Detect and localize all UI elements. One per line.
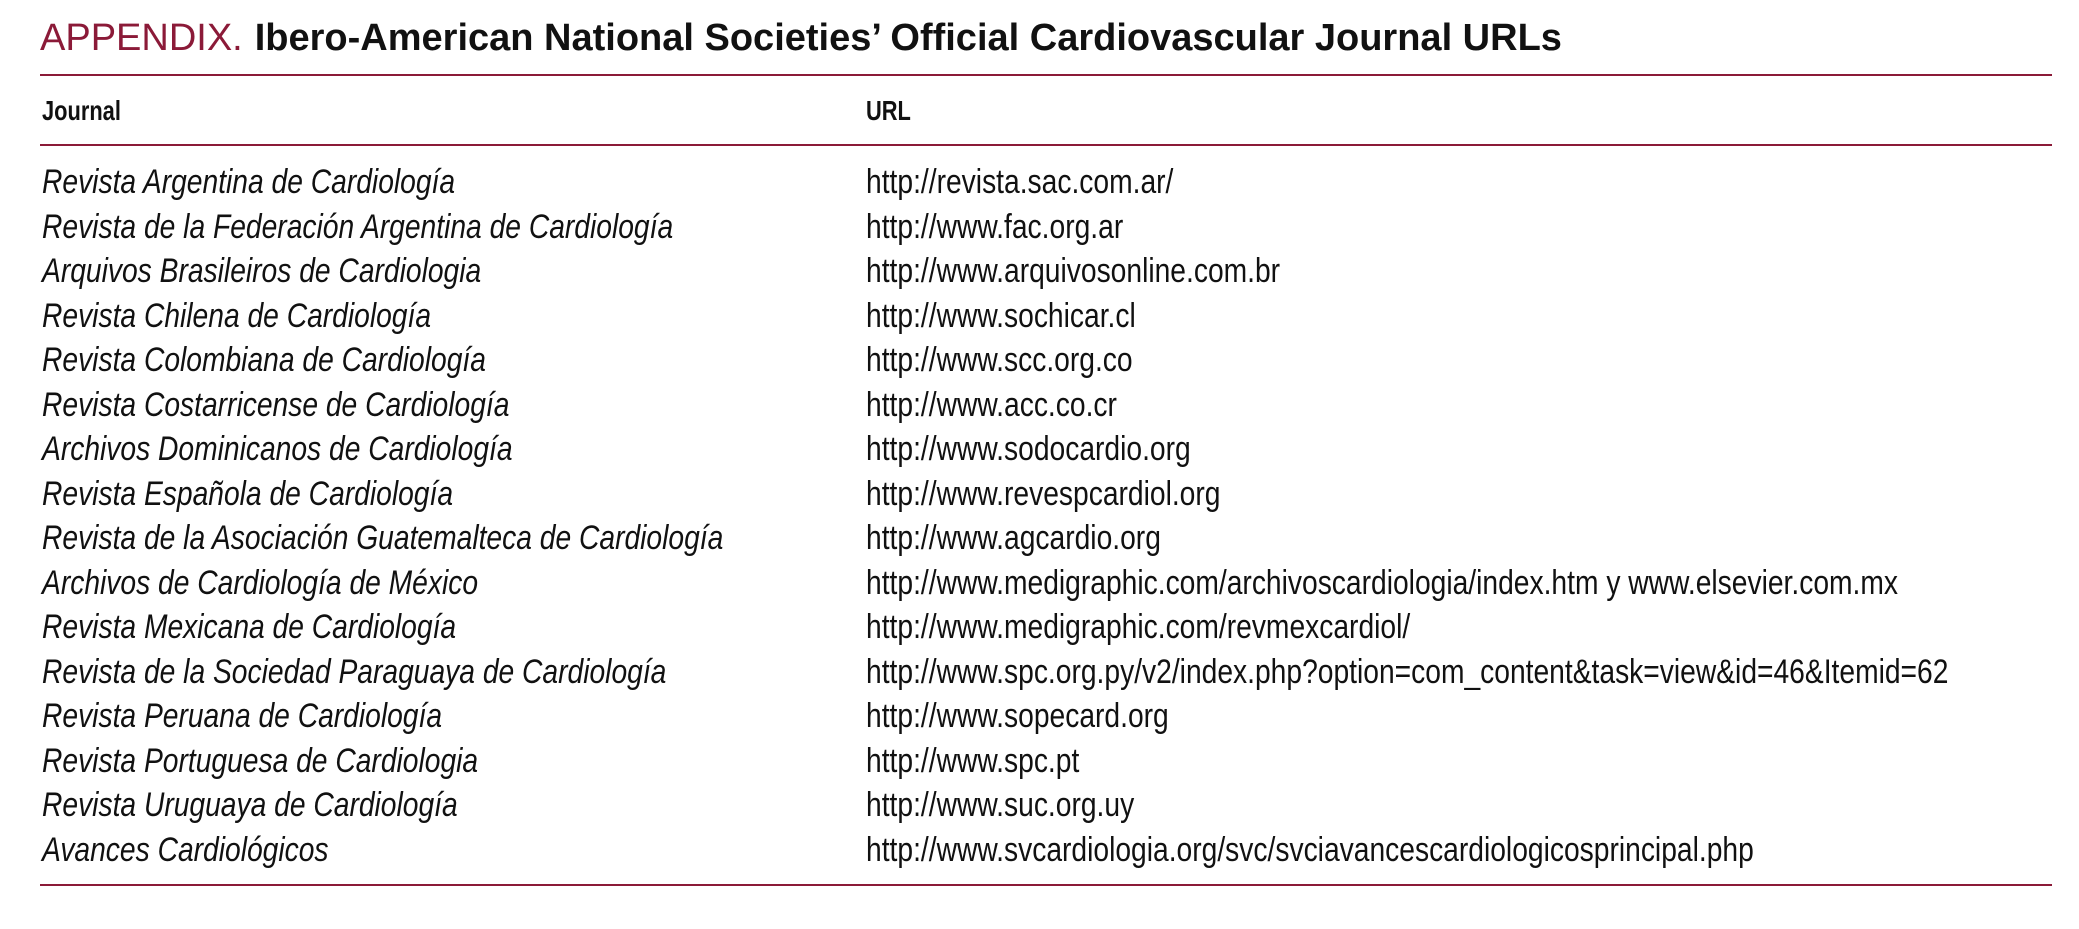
table-row: [40, 294, 2052, 339]
journal-url[interactable]: http://www.arquivosonline.com.br: [866, 252, 1281, 290]
table-row: [40, 783, 2052, 828]
table-row: [40, 739, 2052, 784]
journal-name: Revista Peruana de Cardiología: [42, 697, 443, 735]
appendix-title: [40, 14, 1562, 62]
journal-name: Revista Argentina de Cardiología: [42, 163, 456, 201]
journal-url[interactable]: http://www.sodocardio.org: [866, 430, 1191, 468]
journal-url[interactable]: http://www.svcardiologia.org/svc/svciavancescardiologicosprincipal.php: [866, 830, 1754, 869]
journal-url[interactable]: http://www.sochicar.cl: [866, 296, 1136, 335]
table-header: [40, 90, 2052, 132]
table-row: [40, 383, 2052, 428]
journal-name: Revista de la Federación Argentina de Cardiología: [42, 207, 674, 246]
journal-url[interactable]: http://www.spc.org.py/v2/index.php?option=com_content&task=view&id=46&Itemid=62: [866, 652, 1949, 691]
journal-name: Revista Uruguaya de Cardiología: [42, 786, 458, 824]
column-header-url: URL: [866, 95, 911, 126]
journal-url[interactable]: http://www.fac.org.ar: [866, 207, 1124, 246]
journal-name: Revista de la Sociedad Paraguaya de Cardiología: [42, 652, 667, 691]
column-header-journal: Journal: [42, 95, 121, 126]
journal-url[interactable]: http://www.agcardio.org: [866, 519, 1161, 557]
table-row: [40, 516, 2052, 561]
journal-name: Archivos de Cardiología de México: [42, 563, 479, 602]
journal-url[interactable]: http://www.suc.org.uy: [866, 786, 1135, 824]
journal-url[interactable]: http://www.medigraphic.com/revmexcardiol/: [866, 608, 1411, 646]
table-row: [40, 694, 2052, 739]
table-row: [40, 427, 2052, 472]
table-row: [40, 828, 2052, 873]
journal-url[interactable]: http://www.revespcardiol.org: [866, 474, 1221, 513]
table-row: [40, 650, 2052, 695]
journal-url[interactable]: http://revista.sac.com.ar/: [866, 163, 1174, 201]
journal-name: Revista Costarricense de Cardiología: [42, 385, 510, 424]
journal-name: Revista Chilena de Cardiología: [42, 296, 432, 335]
bottom-rule: [40, 884, 2052, 886]
table-row: [40, 472, 2052, 517]
table-row: [40, 605, 2052, 650]
journal-name: Revista Portuguesa de Cardiologia: [42, 741, 479, 780]
appendix-label: APPENDIX.: [40, 17, 243, 59]
journal-url[interactable]: http://www.acc.co.cr: [866, 385, 1117, 424]
table-row: [40, 561, 2052, 606]
journal-url[interactable]: http://www.scc.org.co: [866, 341, 1133, 379]
table-row: [40, 160, 2052, 205]
table-row: [40, 205, 2052, 250]
journal-table-body: [40, 160, 2052, 872]
journal-name: Arquivos Brasileiros de Cardiologia: [42, 252, 482, 290]
top-rule: [40, 74, 2052, 76]
header-rule: [40, 144, 2052, 146]
journal-url[interactable]: http://www.medigraphic.com/archivoscardiologia/index.htm y www.elsevier.com.mx: [866, 563, 1898, 602]
journal-url[interactable]: http://www.sopecard.org: [866, 697, 1169, 735]
journal-name: Revista Colombiana de Cardiología: [42, 341, 486, 379]
journal-name: Archivos Dominicanos de Cardiología: [42, 430, 513, 468]
journal-name: Revista de la Asociación Guatemalteca de Cardiología: [42, 519, 724, 557]
journal-name: Avances Cardiológicos: [42, 830, 329, 869]
table-row: [40, 338, 2052, 383]
appendix-title-text: Ibero-American National Societies’ Official Cardiovascular Journal URLs: [254, 17, 1562, 59]
table-row: [40, 249, 2052, 294]
journal-name: Revista Española de Cardiología: [42, 474, 454, 513]
journal-url[interactable]: http://www.spc.pt: [866, 741, 1080, 780]
journal-name: Revista Mexicana de Cardiología: [42, 608, 457, 646]
